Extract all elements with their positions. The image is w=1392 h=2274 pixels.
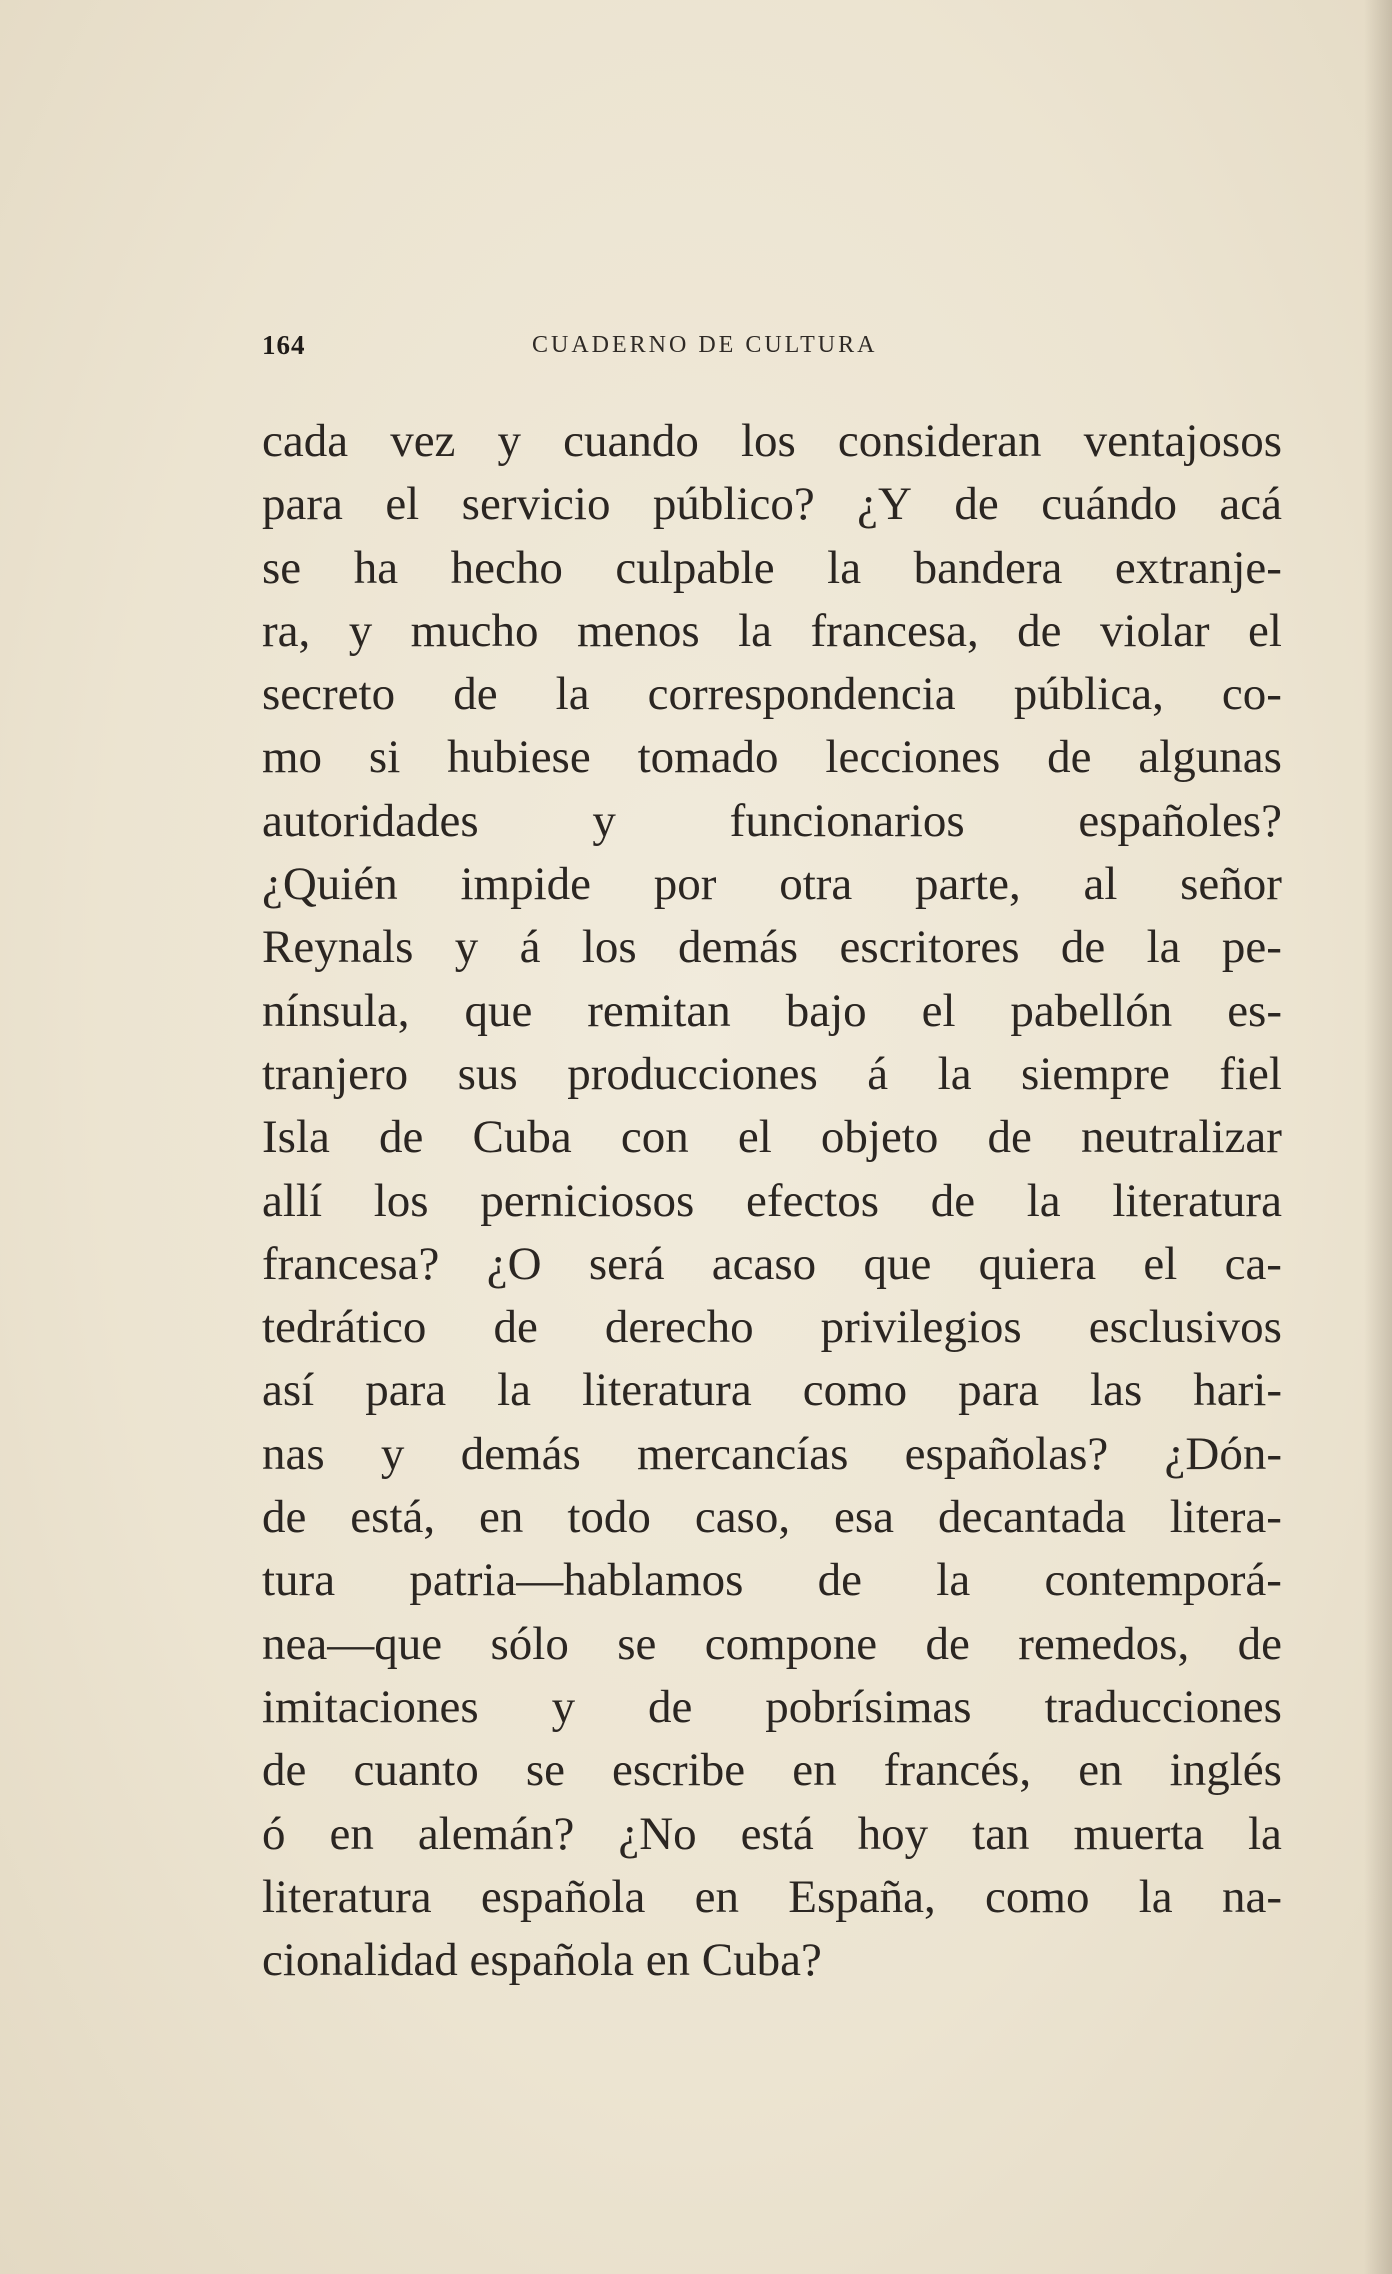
text-line: allí los perniciosos efectos de la literatura (262, 1174, 1282, 1227)
running-title: CUADERNO DE CULTURA (532, 332, 878, 358)
page-edge-shadow (1364, 0, 1392, 2274)
text-line: tranjero sus producciones á la siempre fiel (262, 1047, 1282, 1100)
text-line: secreto de la correspondencia pública, co- (262, 668, 1282, 721)
text-line: ¿Quién impide por otra parte, al señor (262, 858, 1282, 911)
text-line: ó en alemán? ¿No está hoy tan muerta la (262, 1807, 1282, 1860)
text-line: francesa? ¿O será acaso que quiera el ca- (262, 1237, 1282, 1290)
text-line: se ha hecho culpable la bandera extranje- (262, 541, 1282, 594)
text-line: nas y demás mercancías españolas? ¿Dón- (262, 1427, 1282, 1480)
text-line: cionalidad española en Cuba? (262, 1934, 822, 1987)
text-line: cada vez y cuando los consideran ventajosos (262, 415, 1282, 467)
body-text (262, 410, 1282, 1992)
text-line: Isla de Cuba con el objeto de neutralizar (262, 1111, 1282, 1164)
text-line: ra, y mucho menos la francesa, de violar el (262, 604, 1282, 657)
text-line: de cuanto se escribe en francés, en inglés (262, 1744, 1282, 1797)
text-line: tura patria—hablamos de la contemporá- (262, 1554, 1282, 1607)
page-number: 164 (262, 330, 306, 360)
text-line: literatura española en España, como la na- (262, 1870, 1282, 1923)
text-line: nea—que sólo se compone de remedos, de (262, 1617, 1282, 1670)
page-header (262, 330, 1282, 378)
text-line: así para la literatura como para las hari- (262, 1364, 1282, 1417)
text-line: imitaciones y de pobrísimas traducciones (262, 1680, 1282, 1733)
text-line: para el servicio público? ¿Y de cuándo acá (262, 478, 1282, 531)
text-line: de está, en todo caso, esa decantada litera- (262, 1491, 1282, 1544)
text-line: Reynals y á los demás escritores de la pe- (262, 921, 1282, 974)
text-line: nínsula, que remitan bajo el pabellón es- (262, 984, 1282, 1037)
text-line: mo si hubiese tomado lecciones de algunas (262, 731, 1282, 784)
text-line: autoridades y funcionarios españoles? (262, 794, 1282, 847)
text-line: tedrático de derecho privilegios esclusivos (262, 1301, 1282, 1354)
